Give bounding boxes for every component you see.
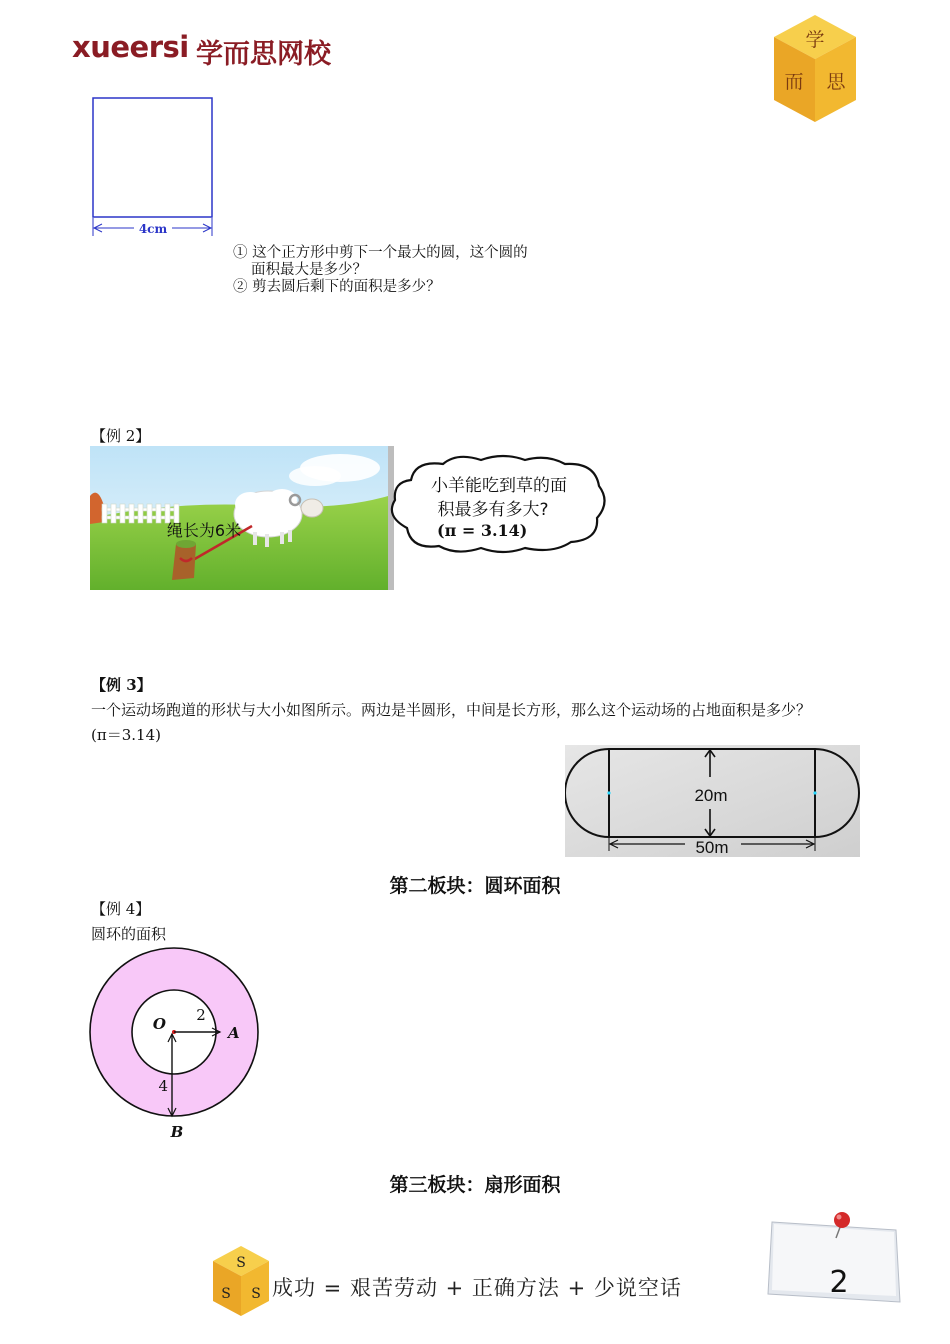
question-2: ② 剪去圆后剩下的面积是多少？ xyxy=(233,279,441,295)
track-height-label: 20m xyxy=(694,786,728,805)
square-outline xyxy=(93,98,212,217)
section-2-title: 第二板块：圆环面积 xyxy=(389,875,561,897)
example-4-subtitle: 圆环的面积 xyxy=(91,925,167,943)
example-3-question: 一个运动场跑道的形状与大小如图所示。两边是半圆形，中间是长方形，那么这个运动场的占地面积是多少？ xyxy=(91,701,812,719)
logo-char-er: 而 xyxy=(784,71,804,93)
thought-bubble xyxy=(385,452,613,556)
page-number: 2 xyxy=(829,1265,849,1300)
inner-radius-label: 2 xyxy=(196,1006,206,1024)
question-1-line2: 面积最大是多少？ xyxy=(251,262,367,278)
sheep-grass-illustration xyxy=(90,446,394,590)
point-B-label: B xyxy=(170,1123,184,1141)
annulus-figure xyxy=(88,946,268,1146)
section-3-title: 第三板块：扇形面积 xyxy=(389,1174,561,1196)
brand-logo-chinese: 学而思网校 xyxy=(196,39,331,70)
ring-width-label: 4 xyxy=(158,1077,168,1095)
rope-length-label: 绳长为6米 xyxy=(166,521,242,540)
square-figure xyxy=(88,94,218,240)
point-O-label: O xyxy=(152,1015,166,1033)
point-A-label: A xyxy=(228,1024,240,1042)
cube-letter-right: S xyxy=(251,1286,261,1302)
question-1-line1: ① 这个正方形中剪下一个最大的圆，这个圆的 xyxy=(233,245,528,261)
track-width-label: 50m xyxy=(695,838,729,857)
xueersi-cube-logo xyxy=(770,12,860,126)
red-pushpin xyxy=(834,1212,850,1228)
logo-char-xue: 学 xyxy=(805,29,825,51)
bubble-line-1: 小羊能吃到草的面 xyxy=(431,476,567,496)
example-2-label: 【例 2】 xyxy=(91,427,151,445)
square-dimension-label: 4cm xyxy=(138,222,168,236)
cube-letter-left: S xyxy=(221,1286,231,1302)
sss-cube-icon xyxy=(210,1244,272,1320)
footer-motto: 成功 = 艰苦劳动 + 正确方法 + 少说空话 xyxy=(272,1276,682,1300)
logo-char-si: 思 xyxy=(826,71,846,93)
bubble-line-2: 积最多有多大? xyxy=(437,500,549,520)
cube-letter-top: S xyxy=(236,1255,246,1271)
example-3-pi-note: (π＝3.14) xyxy=(91,726,161,744)
page-number-note xyxy=(762,1208,906,1308)
example-3-label: 【例 3】 xyxy=(91,676,152,694)
example-4-label: 【例 4】 xyxy=(91,900,151,918)
brand-logo-latin: xueersi xyxy=(72,30,189,64)
running-track-figure xyxy=(565,745,860,857)
bubble-pi-value: (π = 3.14) xyxy=(437,521,528,540)
